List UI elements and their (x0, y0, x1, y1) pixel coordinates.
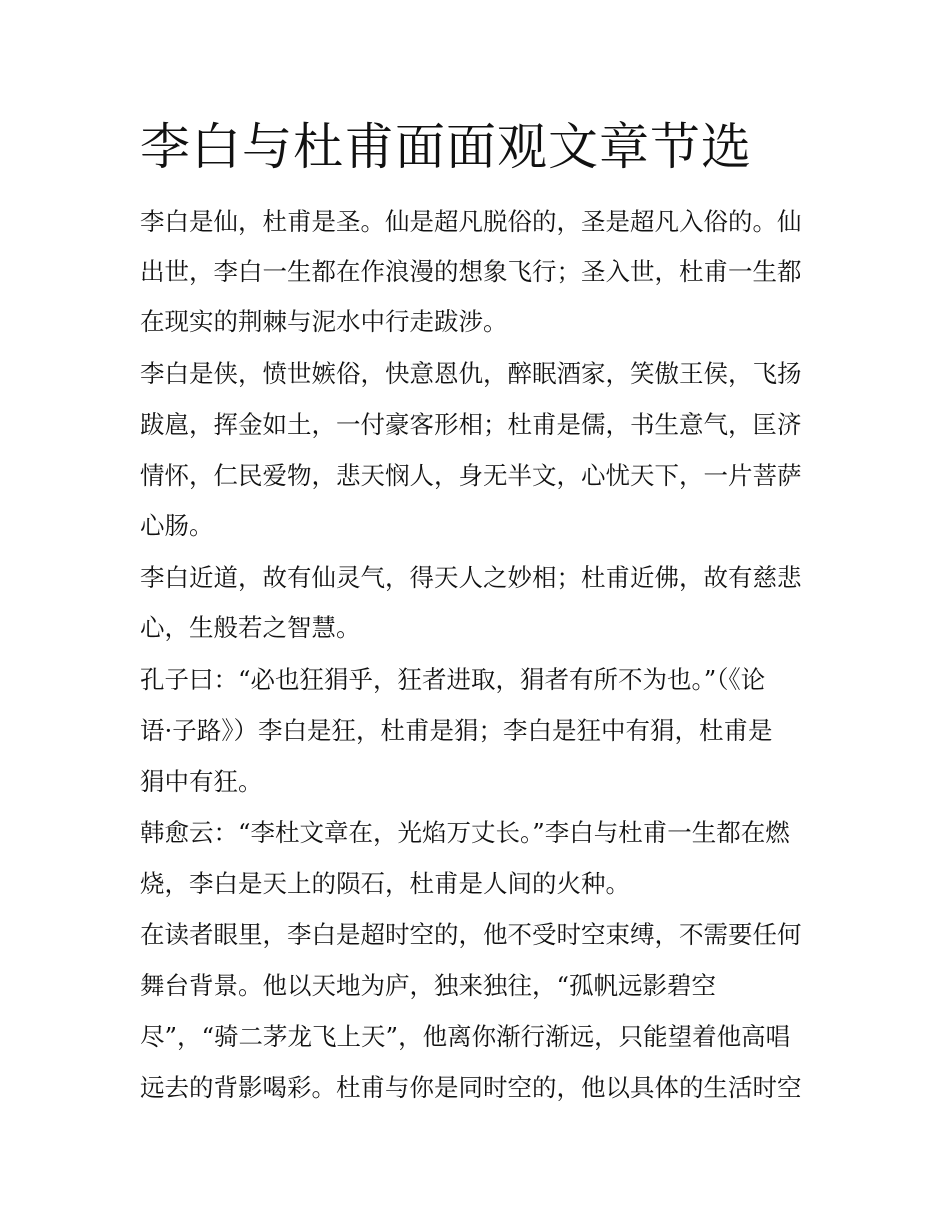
text-line: 跋扈，挥金如土，一付豪客形相；杜甫是儒，书生意气，匡济 (140, 410, 802, 439)
text-line: 舞台背景。他以天地为庐，独来独往，“孤帆远影碧空 (140, 971, 717, 1000)
text-line: 在读者眼里，李白是超时空的，他不受时空束缚，不需要任何 (140, 920, 802, 949)
text-line: 远去的背影喝彩。杜甫与你是同时空的，他以具体的生活时空 (140, 1073, 802, 1102)
text-line: 尽”，“骑二茅龙飞上天”，他离你渐行渐远，只能望着他高唱 (140, 1022, 791, 1051)
text-line: 李白近道，故有仙灵气，得天人之妙相；杜甫近佛，故有慈悲 (140, 563, 802, 592)
text-line: 狷中有狂。 (140, 767, 263, 796)
text-line: 心，生般若之智慧。 (140, 613, 361, 642)
text-line: 语·子路》）李白是狂，杜甫是狷；李白是狂中有狷，杜甫是 (140, 716, 773, 745)
text-line: 心肠。 (140, 511, 214, 540)
text-line: 李白是仙，杜甫是圣。仙是超凡脱俗的，圣是超凡入俗的。仙 (140, 207, 802, 236)
document-title: 李白与杜甫面面观文章节选 (140, 118, 752, 176)
text-line: 情怀，仁民爱物，悲天悯人，身无半文，心忧天下，一片菩萨 (140, 461, 802, 490)
text-line: 出世，李白一生都在作浪漫的想象飞行；圣入世，杜甫一生都 (140, 257, 802, 286)
text-line: 烧，李白是天上的陨石，杜甫是人间的火种。 (140, 869, 630, 898)
text-line: 李白是侠，愤世嫉俗，快意恩仇，醉眠酒家，笑傲王侯，飞扬 (140, 359, 802, 388)
text-line: 韩愈云：“李杜文章在，光焰万丈长。”李白与杜甫一生都在燃 (140, 818, 790, 847)
text-line: 在现实的荆棘与泥水中行走跋涉。 (140, 307, 508, 336)
text-line: 孔子曰：“必也狂狷乎，狂者进取，狷者有所不为也。”（《论 (140, 665, 766, 694)
